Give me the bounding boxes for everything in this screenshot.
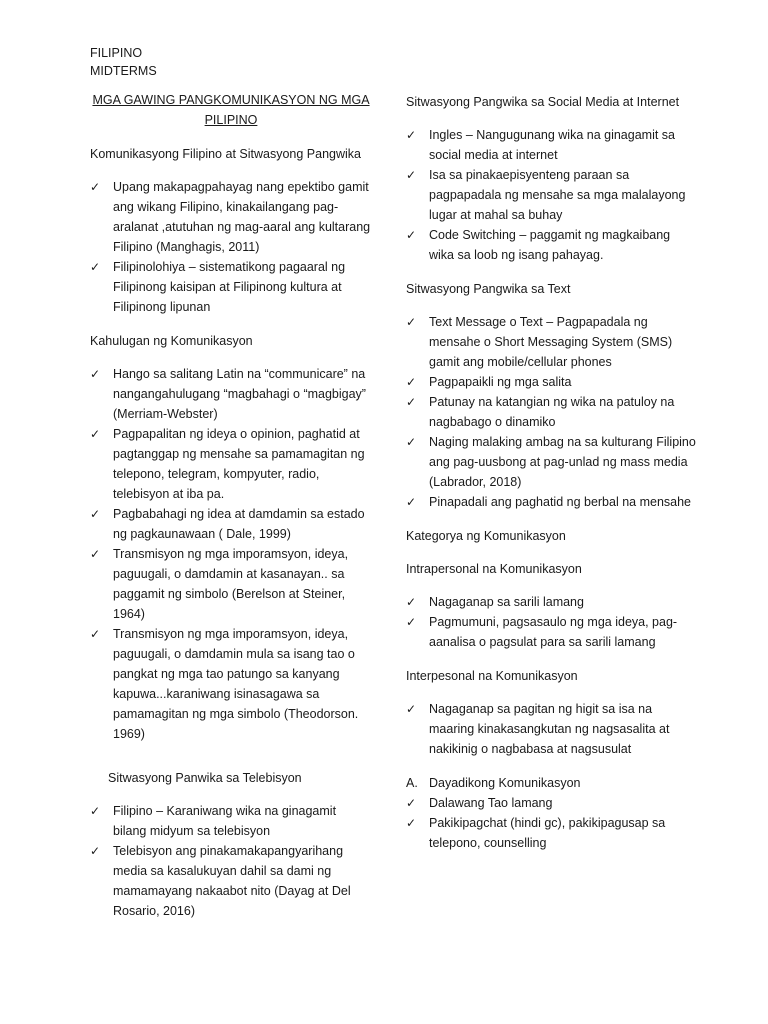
section-heading-text: Sitwasyong Pangwika sa Text: [406, 282, 571, 296]
checklist: [90, 801, 372, 921]
list-item: ✓ Transmisyon ng mga imporamsyon, ideya, paguugali, o damdamin at kasanayan.. sa paggamit ng simbolo (Berelson at Steiner, 1964): [90, 544, 372, 624]
list-item: ✓ Telebisyon ang pinakamakapangyarihang media sa kasalukuyan dahil sa dami ng mamamayang nakaabot nito (Dayag at Del Rosario, 2016): [90, 841, 372, 921]
exam-label: MIDTERMS: [90, 64, 157, 78]
checklist: [406, 793, 696, 853]
list-item: ✓ Pinapadali ang paghatid ng berbal na mensahe: [406, 492, 696, 512]
list-item: ✓ Nagaganap sa sarili lamang: [406, 592, 696, 612]
check-icon: ✓: [406, 615, 417, 629]
check-icon: ✓: [406, 495, 417, 509]
section-heading-komunikasyong-filipino: Komunikasyong Filipino at Sitwasyong Pangwika: [90, 147, 361, 161]
list-item: ✓ Filipino – Karaniwang wika na ginagamit bilang midyum sa telebisyon: [90, 801, 372, 841]
check-icon: ✓: [406, 702, 417, 716]
check-icon: ✓: [90, 627, 101, 641]
lettered-item-text: Dayadikong Komunikasyon: [429, 776, 581, 790]
document-title: MGA GAWING PANGKOMUNIKASYON NG MGA PILIPINO: [92, 93, 370, 127]
check-icon: ✓: [406, 595, 417, 609]
list-item: ✓ Naging malaking ambag na sa kulturang Filipino ang pag-uusbong at pag-unlad ng mass media (Labrador, 2018): [406, 432, 696, 492]
check-icon: ✓: [406, 315, 417, 329]
checklist: [406, 592, 696, 652]
checklist: [406, 125, 696, 265]
list-item: ✓ Dalawang Tao lamang: [406, 793, 696, 813]
list-item: ✓ Patunay na katangian ng wika na patuloy na nagbabago o dinamiko: [406, 392, 696, 432]
section-heading-kahulugan: Kahulugan ng Komunikasyon: [90, 334, 253, 348]
check-icon: ✓: [406, 228, 417, 242]
list-item: ✓ Isa sa pinakaepisyenteng paraan sa pagpapadala ng mensahe sa mga malalayong lugar at mahal sa buhay: [406, 165, 696, 225]
check-icon: ✓: [90, 804, 101, 818]
check-icon: ✓: [406, 796, 417, 810]
subject-label: FILIPINO: [90, 46, 143, 60]
check-icon: ✓: [406, 128, 417, 142]
list-item: ✓ Code Switching – paggamit ng magkaibang wika sa loob ng isang pahayag.: [406, 225, 696, 265]
list-item: ✓ Pakikipagchat (hindi gc), pakikipagusap sa telepono, counselling: [406, 813, 696, 853]
check-icon: ✓: [406, 395, 417, 409]
section-heading-intrapersonal: Intrapersonal na Komunikasyon: [406, 562, 582, 576]
check-icon: ✓: [406, 375, 417, 389]
checklist: [90, 364, 372, 744]
list-item: ✓ Pagpapalitan ng ideya o opinion, paghatid at pagtanggap ng mensahe sa pamamagitan ng telepono, telegram, kompyuter, radio, telebisyon at iba pa.: [90, 424, 372, 504]
check-icon: ✓: [406, 168, 417, 182]
checklist: [406, 312, 696, 512]
item-letter: A.: [406, 776, 418, 790]
section-heading-interpersonal: Interpesonal na Komunikasyon: [406, 669, 578, 683]
list-item: ✓ Pagpapaikli ng mga salita: [406, 372, 696, 392]
list-item: ✓ Transmisyon ng mga imporamsyon, ideya, paguugali, o damdamin mula sa isang tao o pangkat ng mga tao patungo sa kanyang kapuwa...karaniwang isinasagawa sa pamamagitan ng mga simbolo (Theodorson. 1969): [90, 624, 372, 744]
check-icon: ✓: [90, 844, 101, 858]
list-item: ✓ Upang makapagpahayag nang epektibo gamit ang wikang Filipino, kinakailangang pag-aralanat ,atutuhan ng mag-aaral ang kultarang Filipino (Manghagis, 2011): [90, 177, 372, 257]
list-item: ✓ Filipinolohiya – sistematikong pagaaral ng Filipinong kaisipan at Filipinong kultura at Filipinong lipunan: [90, 257, 372, 317]
list-item: ✓ Ingles – Nangugunang wika na ginagamit sa social media at internet: [406, 125, 696, 165]
section-heading-kategorya: Kategorya ng Komunikasyon: [406, 529, 566, 543]
right-column: [406, 92, 696, 867]
document-header: [90, 44, 157, 80]
check-icon: ✓: [90, 180, 101, 194]
check-icon: ✓: [90, 260, 101, 274]
list-item: ✓ Text Message o Text – Pagpapadala ng mensahe o Short Messaging System (SMS) gamit ang mobile/cellular phones: [406, 312, 696, 372]
check-icon: ✓: [90, 427, 101, 441]
list-item: ✓ Pagbabahagi ng idea at damdamin sa estado ng pagkaunawaan ( Dale, 1999): [90, 504, 372, 544]
left-column: [90, 90, 372, 935]
check-icon: ✓: [90, 367, 101, 381]
list-item: ✓ Nagaganap sa pagitan ng higit sa isa na maaring kinakasangkutan ng nagsasalita at nakikinig o nagbabasa at nagsusulat: [406, 699, 696, 759]
list-item: ✓ Hango sa salitang Latin na “communicare” na nangangahulugang “magbahagi o “magbigay” (Merriam-Webster): [90, 364, 372, 424]
checklist: [406, 699, 696, 759]
check-icon: ✓: [406, 435, 417, 449]
section-heading-telebisyon: Sitwasyong Panwika sa Telebisyon: [108, 771, 302, 785]
section-heading-social-media: Sitwasyong Pangwika sa Social Media at Internet: [406, 95, 680, 109]
lettered-item: [406, 773, 696, 793]
list-item: ✓ Pagmumuni, pagsasaulo ng mga ideya, pag-aanalisa o pagsulat para sa sarili lamang: [406, 612, 696, 652]
check-icon: ✓: [90, 547, 101, 561]
checklist: [90, 177, 372, 317]
check-icon: ✓: [90, 507, 101, 521]
check-icon: ✓: [406, 816, 417, 830]
